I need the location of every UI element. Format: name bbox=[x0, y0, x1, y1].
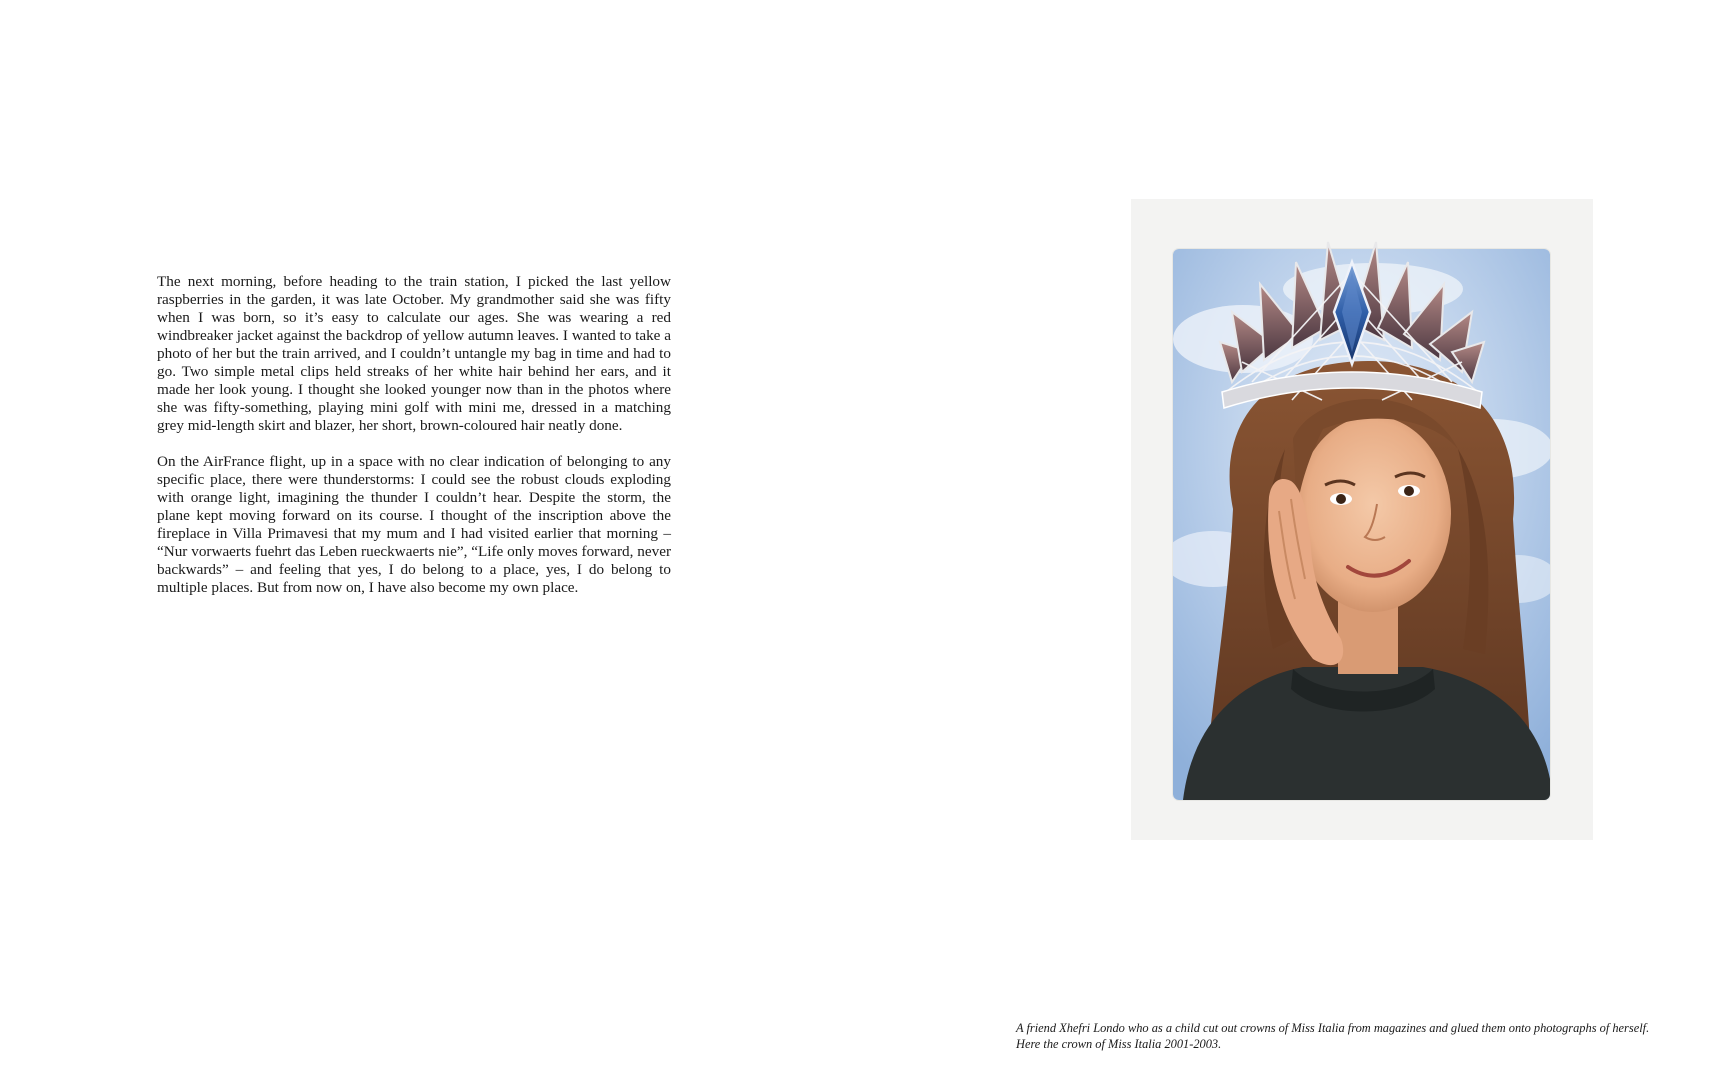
photo-caption bbox=[1016, 1021, 1706, 1052]
crown-illustration bbox=[1212, 232, 1492, 422]
paragraph-grandmother: The next morning, before heading to the train station, I picked the last yellow raspberries in the garden, it was late October. My grandmother said she was fifty when I was born, so it’s easy to calculate our ages. She was wearing a red windbreaker jacket against the backdrop of yellow autumn leaves. I wanted to take a photo of her but the train arrived, and I couldn’t untangle my bag in time and had to go. Two simple metal clips held streaks of her white hair behind her ears, and it made her look young. I thought she looked younger now than in the photos where she was fifty-something, playing mini golf with mini me, dressed in a matching grey mid-length skirt and blazer, her short, brown-coloured hair neatly done. bbox=[157, 273, 671, 434]
caption-line-1: A friend Xhefri Londo who as a child cut out crowns of Miss Italia from magazines and glued them onto photographs of herself. bbox=[1016, 1021, 1650, 1035]
cutout-crown bbox=[1212, 232, 1492, 422]
paragraph-airfrance-flight: On the AirFrance flight, up in a space with no clear indication of belonging to any specific place, there were thunderstorms: I could see the robust clouds exploding with orange light, imagining the thunder I couldn’t hear. Despite the storm, the plane kept moving forward on its course. I thought of the inscription above the fireplace in Villa Primavesi that my mum and I had visited earlier that morning – “Nur vorwaerts fuehrt das Leben rueckwaerts nie”, “Life only moves forward, never backwards” – and feeling that yes, I do belong to a place, yes, I do belong to multiple places. But from now on, I have also become my own place. bbox=[157, 453, 671, 596]
article-body bbox=[157, 273, 671, 615]
caption-line-2: Here the crown of Miss Italia 2001-2003. bbox=[1016, 1036, 1222, 1051]
